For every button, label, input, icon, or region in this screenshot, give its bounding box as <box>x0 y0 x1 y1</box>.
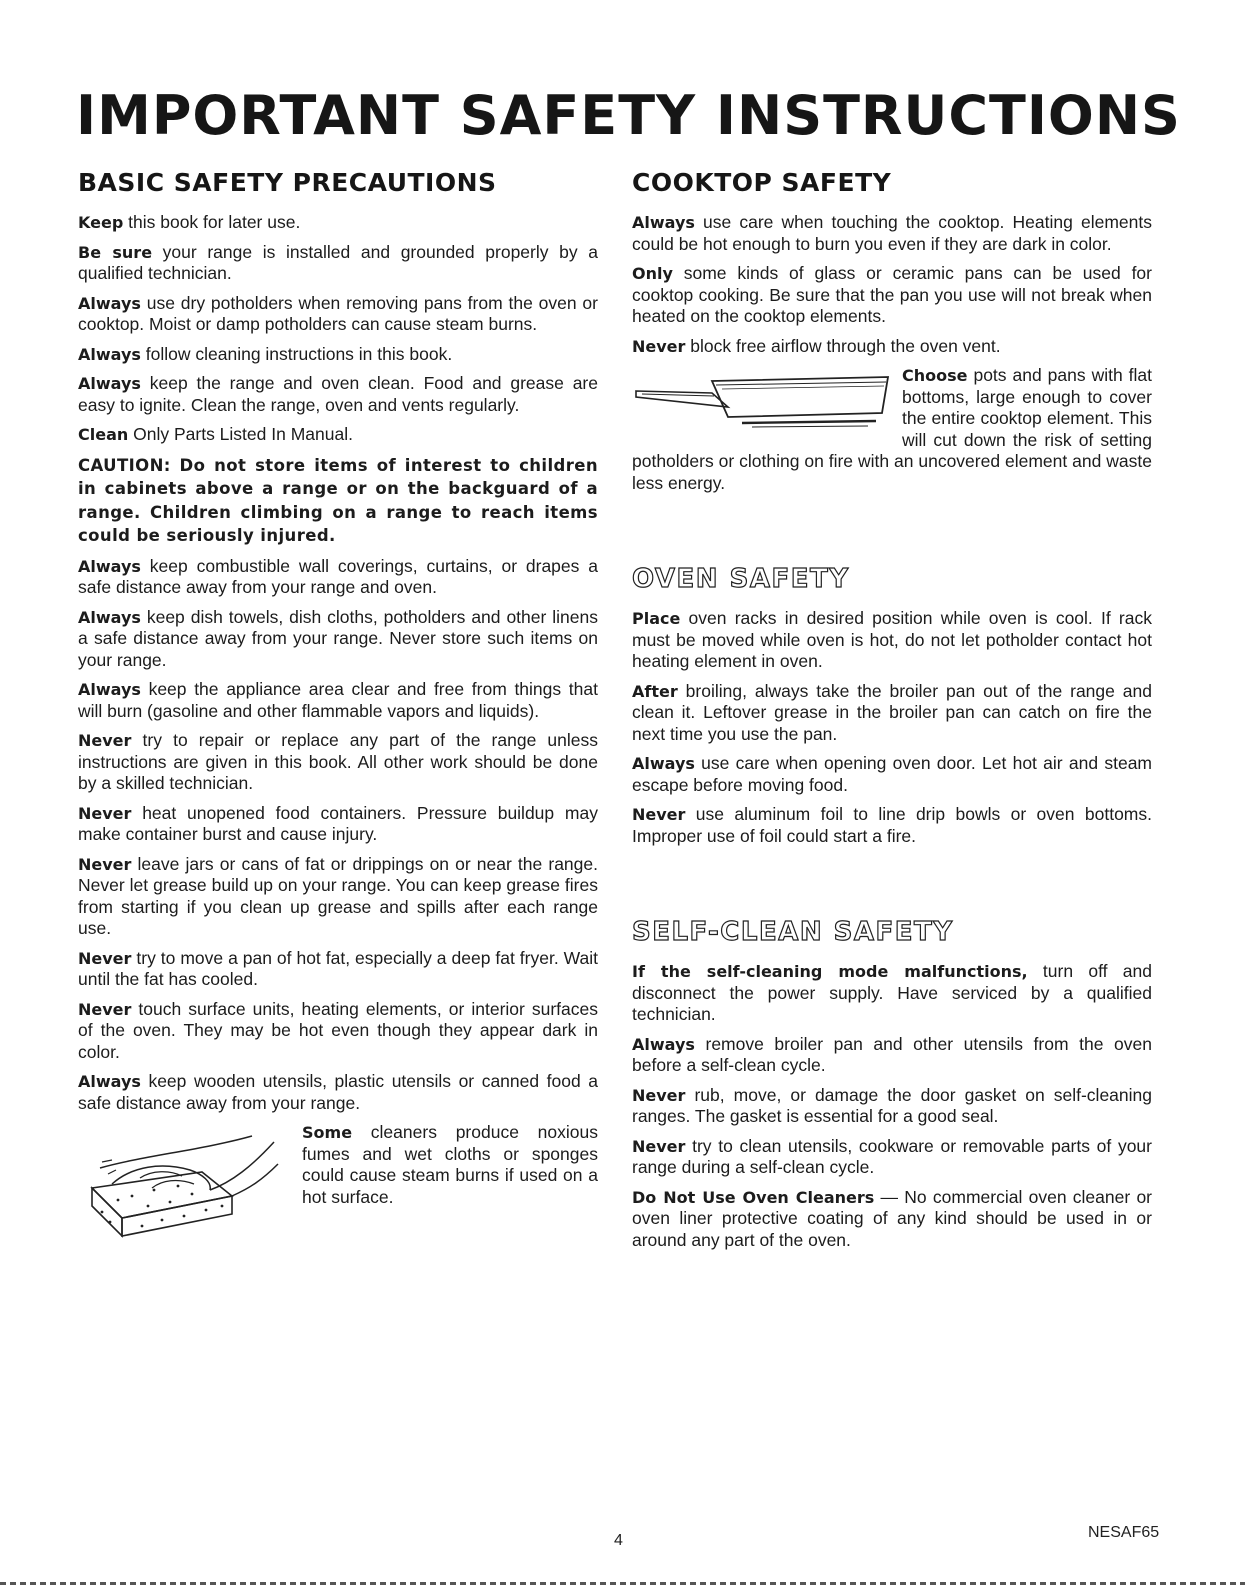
item-text: keep combustible wall coverings, curtains, or drapes a safe distance away from your range and oven. <box>78 555 598 597</box>
basic-safety-column <box>78 168 598 1238</box>
pan-note-block <box>632 365 1152 502</box>
safety-item <box>78 679 598 722</box>
safety-item <box>632 608 1152 673</box>
item-text: use care when opening oven door. Let hot air and steam escape before moving food. <box>632 753 1152 795</box>
safety-item <box>632 1085 1152 1128</box>
item-lead: Always <box>78 344 141 364</box>
item-text: keep the range and oven clean. Food and grease are easy to ignite. Clean the range, oven and vents regularly. <box>78 373 598 415</box>
item-text: keep the appliance area clear and free from things that will burn (gasoline and other flammable vapors and liquids). <box>78 679 598 721</box>
item-lead: Always <box>78 374 141 393</box>
item-text: keep dish towels, dish cloths, potholders and other linens a safe distance away from your range. Never store such items on your range. <box>78 606 598 670</box>
item-text: use dry potholders when removing pans from the oven or cooktop. Moist or damp potholders can cause steam burns. <box>78 292 598 334</box>
oven-safety-heading: OVEN SAFETY <box>632 564 850 594</box>
item-text: this book for later use. <box>123 212 301 232</box>
item-lead: Never <box>632 336 686 356</box>
right-column <box>632 168 1152 1259</box>
item-text: follow cleaning instructions in this book. <box>140 343 453 364</box>
item-text: oven racks in desired position while oven is cool. If rack must be moved while oven is hot, do not let potholder contact hot heating element in oven. <box>632 608 1152 671</box>
safety-item <box>632 753 1152 796</box>
item-lead: Never <box>632 1136 686 1156</box>
item-lead: Always <box>78 293 141 313</box>
caution-notice: CAUTION: Do not store items of interest to children in cabinets above a range or on the backguard of a range. Children climbing on a range to reach items could be seriously injured. <box>78 455 598 545</box>
page-number: 4 <box>614 1532 623 1549</box>
safety-item <box>632 1034 1152 1077</box>
item-lead: Always <box>78 1072 141 1091</box>
item-lead: Do Not Use Oven Cleaners <box>632 1187 875 1207</box>
item-lead: Only <box>632 264 673 283</box>
safety-item <box>78 607 598 672</box>
safety-item <box>632 212 1152 255</box>
item-text: touch surface units, heating elements, or interior surfaces of the oven. They may be hot even though they appear dark in color. <box>78 998 598 1062</box>
item-text: your range is installed and grounded properly by a qualified technician. <box>78 241 598 283</box>
item-lead: Always <box>78 556 141 576</box>
item-lead: Always <box>632 213 695 232</box>
item-lead: Keep <box>78 213 124 232</box>
self-clean-safety-heading: SELF-CLEAN SAFETY <box>632 917 954 947</box>
item-text: — No commercial oven cleaner or oven liner protective coating of any kind should be used in or around any part of the oven. <box>632 1186 1152 1250</box>
item-lead: Clean <box>78 425 129 444</box>
safety-item <box>632 1187 1152 1252</box>
safety-item <box>78 803 598 846</box>
safety-item <box>632 1136 1152 1179</box>
item-lead: Always <box>632 1034 695 1054</box>
item-text: pots and pans with flat bottoms, large enough to cover the entire cooktop element. This will cut down the risk of setting potholders or clothing on fire with an uncovered element and waste less energy. <box>632 365 1152 493</box>
item-text: some kinds of glass or ceramic pans can be used for cooktop cooking. Be sure that the pan you use will not break when heated on the cooktop elements. <box>632 263 1152 326</box>
item-lead: Always <box>78 680 141 699</box>
item-text: turn off and disconnect the power supply. Have serviced by a qualified technician. <box>632 961 1152 1024</box>
safety-item <box>78 293 598 336</box>
item-text: try to repair or replace any part of the range unless instructions are given in this book. All other work should be done by a skilled technician. <box>78 730 598 793</box>
flat-bottom-pan-illustration <box>632 367 894 433</box>
item-lead: If the self-cleaning mode malfunctions, <box>632 962 1028 981</box>
safety-item <box>78 242 598 285</box>
item-text: try to clean utensils, cookware or removable parts of your range during a self-clean cycle. <box>632 1135 1152 1177</box>
item-lead: Always <box>78 607 141 627</box>
item-text: Only Parts Listed In Manual. <box>128 424 353 444</box>
item-lead: Never <box>78 731 132 750</box>
item-lead: Never <box>632 1085 686 1105</box>
cooktop-safety-heading: COOKTOP SAFETY <box>632 168 892 197</box>
safety-item <box>78 424 598 446</box>
item-lead: Some <box>302 1123 353 1142</box>
item-text: cleaners produce noxious fumes and wet cloths or sponges could cause steam burns if used on a hot surface. <box>302 1122 598 1207</box>
safety-item <box>632 263 1152 328</box>
safety-item <box>78 212 598 234</box>
sponge-note-block <box>78 1122 598 1238</box>
item-text: use care when touching the cooktop. Heating elements could be hot enough to burn you even if they are dark in color. <box>632 212 1152 254</box>
item-lead: Never <box>78 948 132 968</box>
item-lead: After <box>632 681 678 701</box>
safety-item <box>78 730 598 795</box>
hand-sponge-illustration <box>82 1126 294 1238</box>
item-text: try to move a pan of hot fat, especially a deep fat fryer. Wait until the fat has cooled. <box>78 947 598 989</box>
safety-item <box>78 999 598 1064</box>
safety-item <box>78 948 598 991</box>
item-lead: Choose <box>902 366 968 385</box>
safety-item <box>78 373 598 416</box>
item-text: heat unopened food containers. Pressure buildup may make container burst and cause injury. <box>78 802 598 844</box>
item-text: use aluminum foil to line drip bowls or oven bottoms. Improper use of foil could start a fire. <box>632 804 1152 846</box>
item-text: remove broiler pan and other utensils from the oven before a self-clean cycle. <box>632 1033 1152 1075</box>
safety-item <box>632 336 1152 358</box>
item-text: leave jars or cans of fat or drippings on or near the range. Never let grease build up on your range. You can keep grease fires from starting if you clean up grease and spills after each range use. <box>78 853 598 938</box>
basic-safety-heading: BASIC SAFETY PRECAUTIONS <box>78 168 497 197</box>
safety-item <box>632 804 1152 847</box>
item-lead: Never <box>78 999 132 1019</box>
safety-item <box>632 961 1152 1026</box>
item-lead: Always <box>632 754 695 773</box>
item-lead: Never <box>78 803 132 823</box>
item-lead: Place <box>632 609 681 628</box>
item-lead: Be sure <box>78 242 153 262</box>
safety-item <box>78 1071 598 1114</box>
document-code: NESAF65 <box>1088 1524 1160 1541</box>
item-text: keep wooden utensils, plastic utensils or canned food a safe distance away from your range. <box>78 1071 598 1113</box>
safety-item <box>78 556 598 599</box>
item-text: rub, move, or damage the door gasket on self-cleaning ranges. The gasket is essential for a good seal. <box>632 1084 1152 1126</box>
item-text: block free airflow through the oven vent. <box>685 335 1001 356</box>
item-text: broiling, always take the broiler pan out of the range and clean it. Leftover grease in the broiler pan can catch on fire the next time you use the pan. <box>632 680 1152 744</box>
page-title: IMPORTANT SAFETY INSTRUCTIONS <box>76 84 1181 147</box>
item-lead: Never <box>78 854 132 874</box>
safety-item <box>78 344 598 366</box>
safety-item <box>632 681 1152 746</box>
safety-item <box>78 854 598 940</box>
item-lead: Never <box>632 805 686 824</box>
